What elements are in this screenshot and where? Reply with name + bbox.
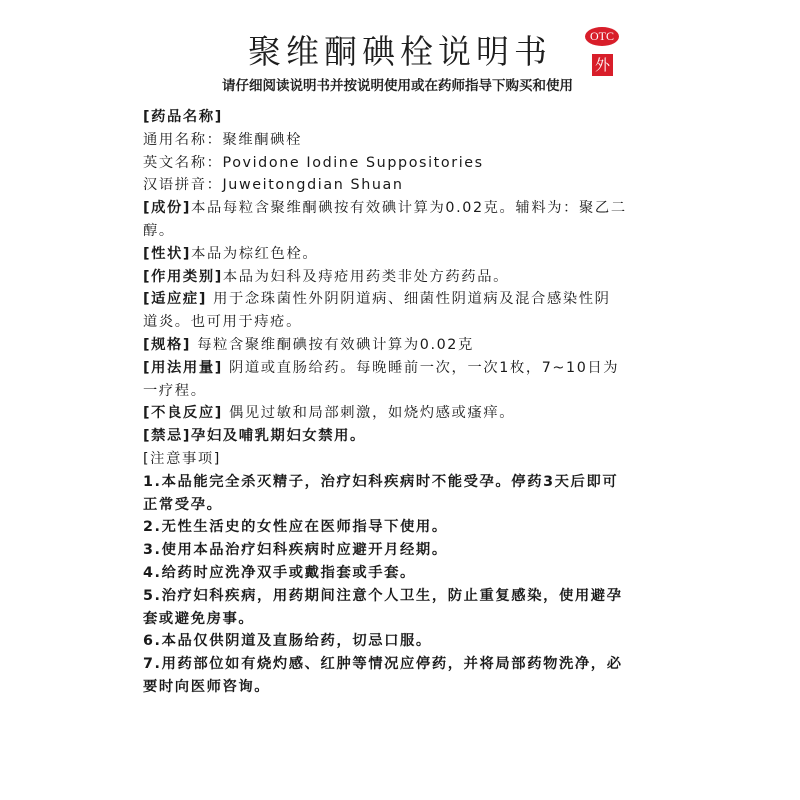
appearance-label: [性状] xyxy=(143,245,192,262)
precaution-item: 7.用药部位如有烧灼感、红肿等情况应停药，并将局部药物洗净，必 xyxy=(143,656,623,673)
adverse-label: [不良反应] xyxy=(143,405,223,422)
adverse-text: 偶见过敏和局部刺激，如烧灼感或瘙痒。 xyxy=(222,405,516,422)
contraindications: [禁忌]孕妇及哺乳期妇女禁用。 xyxy=(143,428,366,445)
composition-cont: 醇。 xyxy=(143,222,175,239)
appearance-text: 本品为棕红色栓。 xyxy=(191,245,319,262)
spec-label: [规格] xyxy=(143,336,192,353)
english-name: 英文名称：Povidone Iodine Suppositories xyxy=(143,154,484,171)
precaution-item: 套或避免房事。 xyxy=(143,610,255,627)
indications-cont: 道炎。也可用于痔疮。 xyxy=(143,314,302,331)
dosage-cont: 一疗程。 xyxy=(143,382,207,399)
dosage-label: [用法用量] xyxy=(143,359,223,376)
precaution-item: 正常受孕。 xyxy=(143,496,223,513)
otc-badge: OTC xyxy=(585,27,619,46)
precaution-item: 1.本品能完全杀灭精子，治疗妇科疾病时不能受孕。停药3天后即可 xyxy=(143,473,619,490)
indications-label: [适应症] xyxy=(143,291,207,308)
indications xyxy=(143,288,611,311)
specification xyxy=(143,334,563,357)
precaution-item: 4.给药时应洗净双手或戴指套或手套。 xyxy=(143,564,416,581)
precaution-item: 要时向医师咨询。 xyxy=(143,678,271,695)
appearance xyxy=(143,243,563,266)
document-subtitle: 请仔细阅读说明书并按说明使用或在药师指导下购买和使用 xyxy=(222,78,573,94)
composition xyxy=(143,197,627,220)
composition-label: [成份] xyxy=(143,200,192,217)
dosage xyxy=(143,357,620,380)
external-use-badge: 外 xyxy=(592,54,613,76)
adverse-reactions xyxy=(143,402,563,425)
precaution-item: 3.使用本品治疗妇科疾病时应避开月经期。 xyxy=(143,542,448,559)
composition-text: 本品每粒含聚维酮碘按有效碘计算为0.02克。辅料为：聚乙二 xyxy=(191,200,627,217)
category-text: 本品为妇科及痔疮用药类非处方药药品。 xyxy=(222,268,510,285)
category xyxy=(143,266,563,289)
category-label: [作用类别] xyxy=(143,268,223,285)
document-title: 聚维酮碘栓说明书 xyxy=(248,32,552,71)
precaution-item: 6.本品仅供阴道及直肠给药，切忌口服。 xyxy=(143,633,432,650)
precaution-item: 2.无性生活史的女性应在医师指导下使用。 xyxy=(143,519,448,536)
precautions-heading: [注意事项] xyxy=(143,450,221,467)
generic-name: 通用名称：聚维酮碘栓 xyxy=(143,131,302,148)
precaution-item: 5.治疗妇科疾病，用药期间注意个人卫生，防止重复感染，使用避孕 xyxy=(143,587,623,604)
dosage-text: 阴道或直肠给药。每晚睡前一次，一次1枚，7~10日为 xyxy=(222,359,620,376)
section-drug-name-heading: [药品名称] xyxy=(143,109,223,125)
leaflet-body xyxy=(143,106,627,699)
spec-text: 每粒含聚维酮碘按有效碘计算为0.02克 xyxy=(191,336,474,353)
indications-text: 用于念珠菌性外阴阴道病、细菌性阴道病及混合感染性阴 xyxy=(206,291,611,308)
pinyin-name: 汉语拼音：Juweitongdian Shuan xyxy=(143,177,404,194)
